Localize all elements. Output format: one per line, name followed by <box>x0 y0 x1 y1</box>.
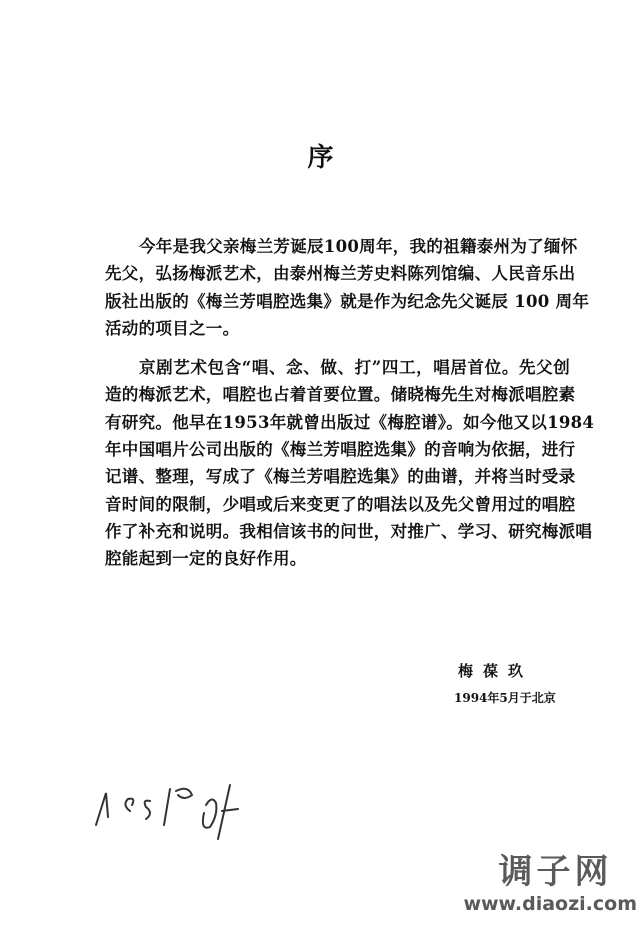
text-line: 记谱、整理，写成了《梅兰芳唱腔选集》的曲谱，并将当时受录 <box>105 467 576 487</box>
text-line: 造的梅派艺术，唱腔也占着首要位置。储晓梅先生对梅派唱腔素 <box>105 385 576 405</box>
handwritten-note <box>92 775 272 845</box>
preface-title: 序 <box>307 143 334 173</box>
handwriting-scribble-icon <box>92 775 272 845</box>
site-watermark <box>463 852 641 915</box>
text-line: 音时间的限制，少唱或后来变更了的唱法以及先父曾用过的唱腔 <box>105 494 576 514</box>
text-line: 作了补充和说明。我相信该书的问世，对推广、学习、研究梅派唱 <box>105 521 593 541</box>
text-line: 年中国唱片公司出版的《梅兰芳唱腔选集》的音响为依据，进行 <box>105 440 576 460</box>
text-line: 有研究。他早在1953年就曾出版过《梅腔谱》。如今他又以1984 <box>105 412 595 432</box>
text-line: 腔能起到一定的良好作用。 <box>105 549 307 569</box>
text-line: 京剧艺术包含“唱、念、做、打”四工，唱居首位。先父创 <box>139 358 570 378</box>
text-line: 版社出版的《梅兰芳唱腔选集》就是作为纪念先父诞辰 100 周年 <box>105 291 590 311</box>
watermark-url: www.diaozi.com <box>463 893 637 915</box>
paragraph-1 <box>105 233 590 342</box>
paragraph-gap <box>105 342 570 354</box>
date-place-line: 1994年5月于北京 <box>454 691 556 705</box>
text-line: 活动的项目之一。 <box>105 318 240 338</box>
author-signature: 梅葆玖 <box>458 662 534 680</box>
watermark-title: 调子网 <box>498 852 613 892</box>
text-line: 先父，弘扬梅派艺术，由泰州梅兰芳史料陈列馆编、人民音乐出 <box>105 264 576 284</box>
paragraph-2 <box>105 354 595 572</box>
text-line: 今年是我父亲梅兰芳诞辰100周年，我的祖籍泰州为了缅怀 <box>139 237 578 256</box>
preface-body <box>105 233 595 573</box>
